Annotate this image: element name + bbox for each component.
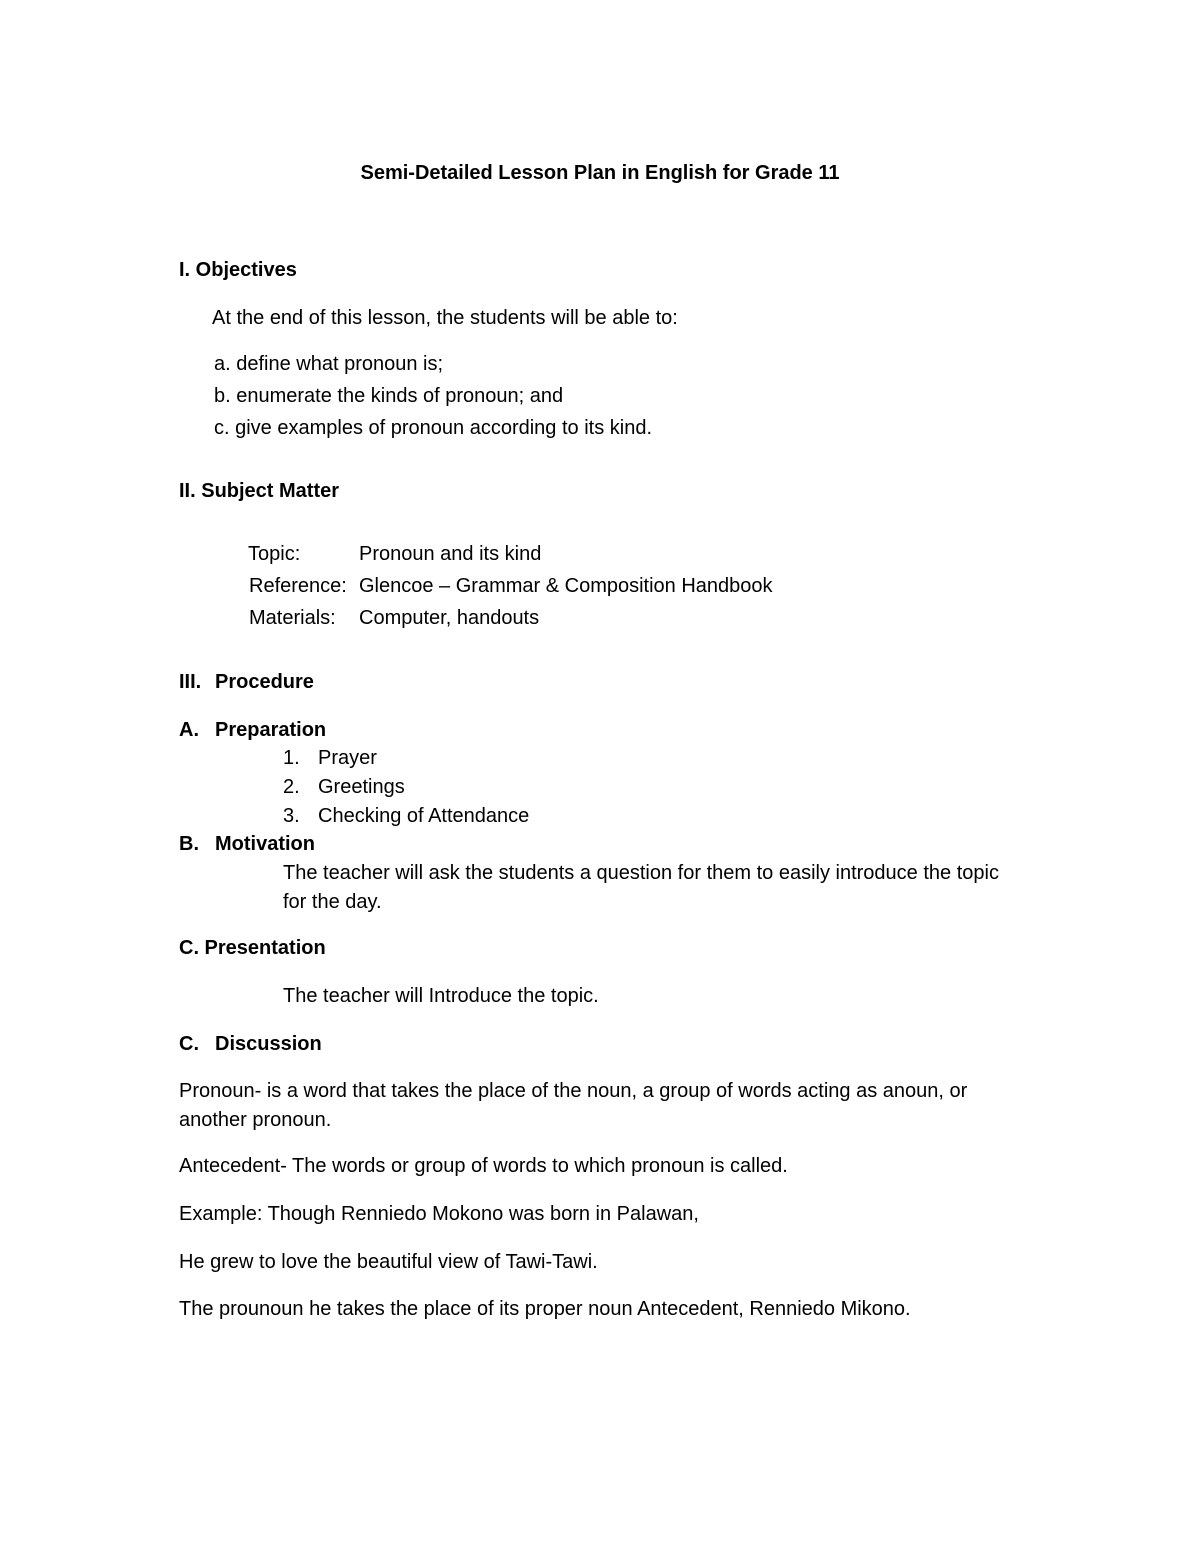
- document-title: Semi-Detailed Lesson Plan in English for Grade 11: [360, 162, 840, 184]
- reference-value: Glencoe – Grammar & Composition Handbook: [359, 575, 773, 597]
- objective-item: c. give examples of pronoun according to its kind.: [214, 417, 653, 439]
- motivation-text: for the day.: [283, 891, 382, 913]
- discussion-paragraph: He grew to love the beautiful view of Tawi-Tawi.: [179, 1251, 598, 1273]
- discussion-paragraph: The prounoun he takes the place of its proper noun Antecedent, Renniedo Mikono.: [179, 1298, 911, 1320]
- preparation-heading: Preparation: [215, 719, 327, 741]
- preparation-item-number: 3.: [283, 805, 300, 827]
- discussion-paragraph: Antecedent- The words or group of words to which pronoun is called.: [179, 1155, 788, 1177]
- procedure-heading-number: III.: [179, 671, 202, 693]
- discussion-paragraph: Example: Though Renniedo Mokono was born in Palawan,: [179, 1203, 699, 1225]
- presentation-text: The teacher will Introduce the topic.: [283, 985, 599, 1007]
- reference-label: Reference:: [249, 575, 347, 597]
- motivation-letter: B.: [179, 833, 199, 855]
- preparation-item: Greetings: [318, 776, 405, 798]
- objectives-heading: I. Objectives: [179, 259, 297, 281]
- objectives-intro: At the end of this lesson, the students will be able to:: [212, 307, 678, 329]
- materials-label: Materials:: [249, 607, 336, 629]
- presentation-heading: C. Presentation: [179, 937, 326, 959]
- motivation-heading: Motivation: [215, 833, 315, 855]
- discussion-paragraph: Pronoun- is a word that takes the place of the noun, a group of words acting as anoun, or: [179, 1080, 968, 1102]
- topic-value: Pronoun and its kind: [359, 543, 542, 565]
- objective-item: b. enumerate the kinds of pronoun; and: [214, 385, 564, 407]
- preparation-item: Checking of Attendance: [318, 805, 530, 827]
- subject-matter-heading: II. Subject Matter: [179, 480, 340, 502]
- motivation-text: The teacher will ask the students a question for them to easily introduce the topic: [283, 862, 999, 884]
- objective-item: a. define what pronoun is;: [214, 353, 444, 375]
- preparation-item: Prayer: [318, 747, 377, 769]
- topic-label: Topic:: [248, 543, 301, 565]
- discussion-letter: C.: [179, 1033, 199, 1055]
- preparation-letter: A.: [179, 719, 199, 741]
- procedure-heading: Procedure: [215, 671, 314, 693]
- discussion-heading: Discussion: [215, 1033, 322, 1055]
- discussion-paragraph: another pronoun.: [179, 1109, 332, 1131]
- preparation-item-number: 1.: [283, 747, 300, 769]
- preparation-item-number: 2.: [283, 776, 300, 798]
- materials-value: Computer, handouts: [359, 607, 540, 629]
